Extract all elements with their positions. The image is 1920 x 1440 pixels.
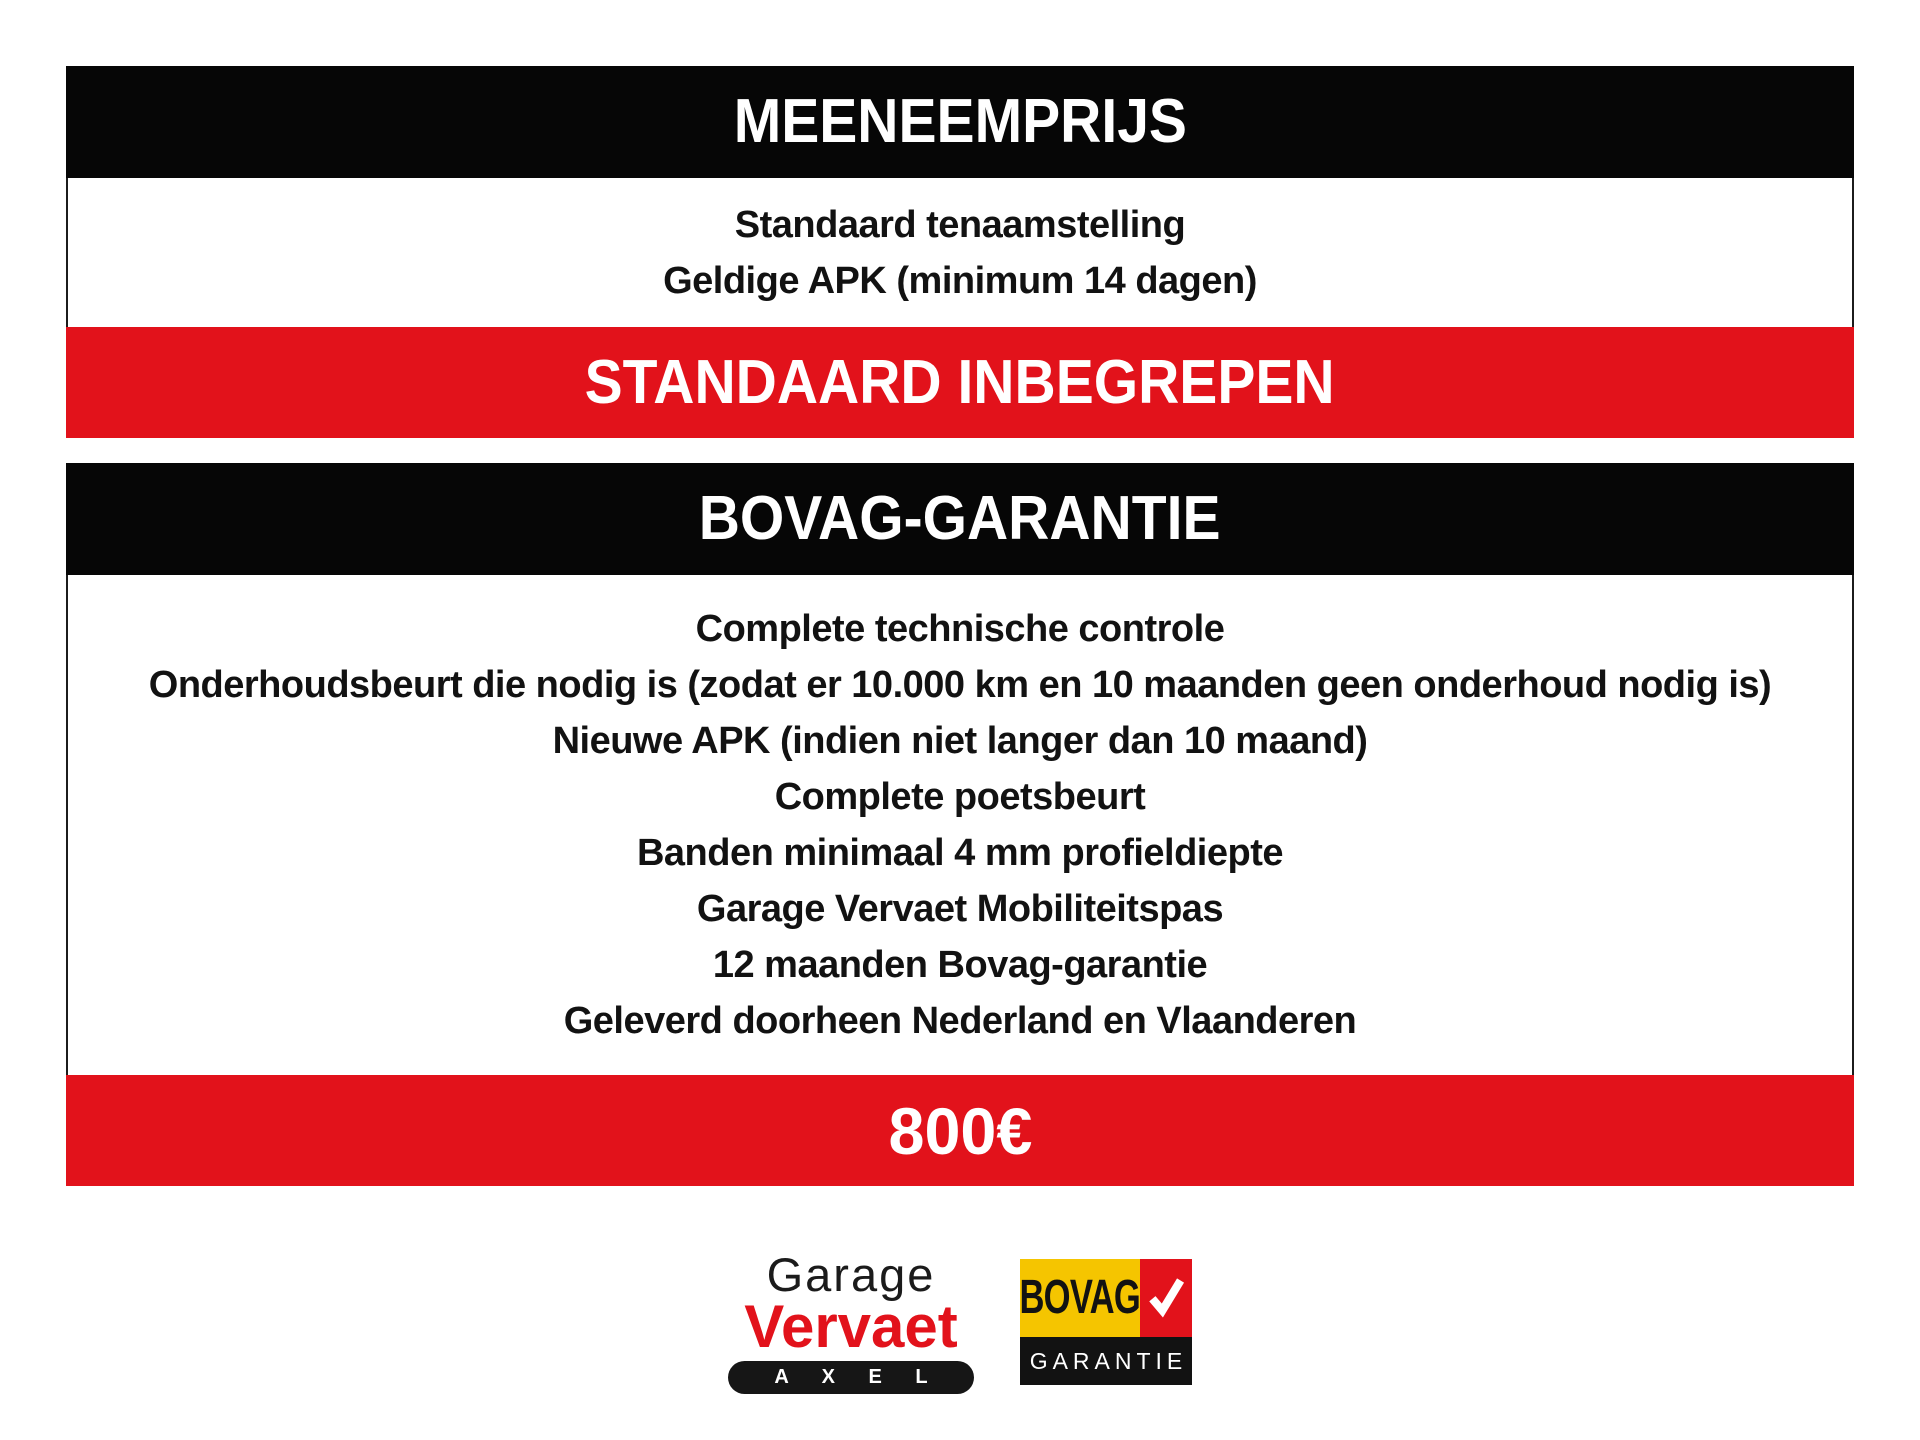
bovag-logo-top (1020, 1259, 1192, 1337)
bovag-garantie-header-bar (66, 463, 1854, 575)
section-divider (0, 438, 1920, 463)
standaard-inbegrepen-bar (66, 327, 1854, 438)
garage-vervaet-logo (728, 1250, 974, 1394)
meeneemprijs-title: MEENEEMPRIJS (733, 87, 1187, 156)
price-bar (66, 1075, 1854, 1186)
garantie-line: Complete poetsbeurt (774, 776, 1146, 818)
price-value: 800€ (888, 1093, 1032, 1168)
bovag-logo-black-band (1020, 1337, 1192, 1385)
meeneemprijs-header-bar (66, 66, 1854, 178)
garantie-line: Complete technische controle (695, 608, 1225, 650)
checkmark-icon (1146, 1272, 1186, 1325)
garage-vervaet-logo-line2: Vervaet (744, 1293, 958, 1361)
bovag-logo-word: BOVAG (1020, 1271, 1140, 1325)
meeneemprijs-body (66, 178, 1854, 327)
bovag-logo-garantie-word: GARANTIE (1029, 1347, 1188, 1374)
bovag-garantie-body (66, 575, 1854, 1075)
standaard-inbegrepen-title: STANDAARD INBEGREPEN (584, 347, 1335, 417)
meeneemprijs-line: Standaard tenaamstelling (734, 203, 1186, 246)
meeneemprijs-section (66, 66, 1854, 438)
bovag-logo-yellow-block (1020, 1259, 1140, 1337)
garage-vervaet-logo-line1: Garage (766, 1248, 936, 1301)
garantie-line: 12 maanden Bovag-garantie (712, 944, 1208, 986)
garantie-line: Garage Vervaet Mobiliteitspas (696, 888, 1224, 930)
garantie-line: Banden minimaal 4 mm profieldiepte (636, 832, 1284, 874)
bovag-garantie-title: BOVAG-GARANTIE (699, 484, 1221, 553)
garantie-line: Nieuwe APK (indien niet langer dan 10 maand) (552, 720, 1368, 762)
footer-logos (0, 1250, 1920, 1394)
axel-badge: A X E L (728, 1361, 974, 1394)
bovag-garantie-section (66, 463, 1854, 1186)
garantie-line: Geleverd doorheen Nederland en Vlaanderen (563, 1000, 1357, 1042)
garantie-line: Onderhoudsbeurt die nodig is (zodat er 10.000 km en 10 maanden geen onderhoud nodig is) (148, 664, 1772, 706)
meeneemprijs-line: Geldige APK (minimum 14 dagen) (663, 259, 1257, 302)
bovag-garantie-logo (1020, 1259, 1192, 1385)
bovag-logo-red-block (1140, 1259, 1192, 1337)
